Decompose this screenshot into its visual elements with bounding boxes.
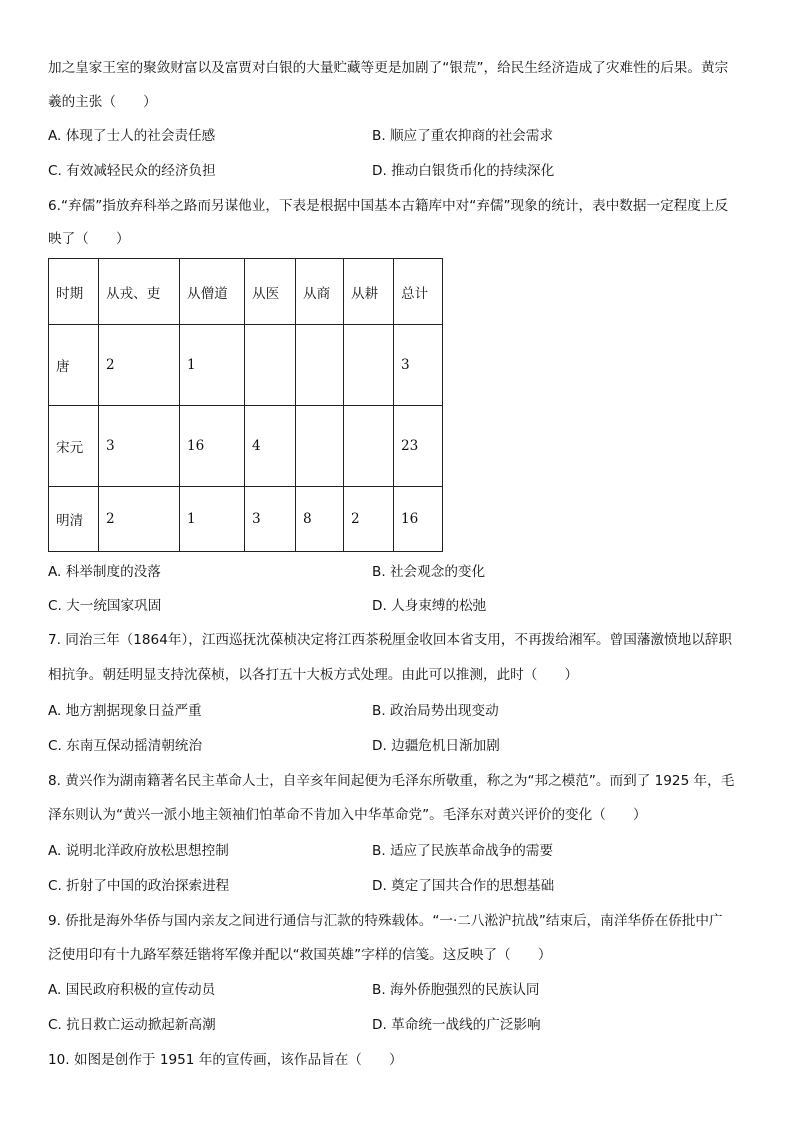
table-cell: 16 (394, 487, 443, 552)
q5-option-b[interactable]: B. 顺应了重农抑商的社会需求 (372, 128, 554, 144)
table-cell: 2 (99, 325, 180, 406)
q9-option-a[interactable]: A. 国民政府积极的宣传动员 (48, 982, 216, 998)
table-header-cell: 时期 (49, 259, 99, 325)
q7-option-d[interactable]: D. 边疆危机日渐加剧 (372, 738, 500, 754)
q5-option-c[interactable]: C. 有效减轻民众的经济负担 (48, 163, 216, 179)
table-cell: 8 (296, 487, 344, 552)
q9-option-b[interactable]: B. 海外侨胞强烈的民族认同 (372, 982, 540, 998)
table-cell: 1 (180, 325, 245, 406)
q9-option-d[interactable]: D. 革命统一战线的广泛影响 (372, 1017, 541, 1033)
table-header-cell: 从医 (245, 259, 296, 325)
table-cell: 3 (394, 325, 443, 406)
table-cell (296, 325, 344, 406)
q8-option-d[interactable]: D. 奠定了国共合作的思想基础 (372, 878, 555, 894)
table-row (49, 487, 443, 552)
q6-option-a[interactable]: A. 科举制度的没落 (48, 564, 161, 580)
q5-option-d[interactable]: D. 推动白银货币化的持续深化 (372, 163, 555, 179)
table-row (49, 325, 443, 406)
table-cell (296, 406, 344, 487)
table-cell (344, 406, 394, 487)
q6-statistics-table (48, 258, 443, 552)
q5-stem-line-1: 加之皇家王室的聚敛财富以及富贾对白银的大量贮藏等更是加剧了“银荒”，给民生经济造成了灾难性的后果。黄宗 (48, 60, 729, 76)
q5-stem-line-2: 羲的主张（ ） (48, 94, 157, 110)
q6-stem-line-1: 6.“弃儒”指放弃科举之路而另谋他业，下表是根据中国基本古籍库中对“弃儒”现象的统计，表中数据一定程度上反 (48, 198, 729, 214)
q6-option-c[interactable]: C. 大一统国家巩固 (48, 598, 162, 614)
table-cell: 23 (394, 406, 443, 487)
q10-stem-line-1: 10. 如图是创作于 1951 年的宣传画，该作品旨在（ ） (48, 1052, 403, 1068)
q5-option-a[interactable]: A. 体现了士人的社会责任感 (48, 128, 216, 144)
q8-option-c[interactable]: C. 折射了中国的政治探索进程 (48, 878, 230, 894)
q7-stem-line-1: 7. 同治三年（1864年），江西巡抚沈葆桢决定将江西茶税厘金收回本省支用，不再拨给湘军。曾国藩激愤地以辞职 (48, 632, 732, 648)
table-header-row (49, 259, 443, 325)
table-cell: 1 (180, 487, 245, 552)
q7-stem-line-2: 相抗争。朝廷明显支持沈葆桢，以各打五十大板方式处理。由此可以推测，此时（ ） (48, 667, 579, 683)
q6-option-b[interactable]: B. 社会观念的变化 (372, 564, 486, 580)
q6-stem-line-2: 映了（ ） (48, 231, 130, 247)
q9-stem-line-1: 9. 侨批是海外华侨与国内亲友之间进行通信与汇款的特殊载体。“一·二八淞沪抗战”结束后，南洋华侨在侨批中广 (48, 913, 723, 929)
q9-stem-line-2: 泛使用印有十九路军蔡廷锴将军像并配以“救国英雄”字样的信笺。这反映了（ ） (48, 947, 552, 963)
table-cell (245, 325, 296, 406)
table-cell: 3 (99, 406, 180, 487)
table-cell (344, 325, 394, 406)
table-header-cell: 从戎、吏 (99, 259, 180, 325)
q6-option-d[interactable]: D. 人身束缚的松弛 (372, 598, 487, 614)
q8-option-b[interactable]: B. 适应了民族革命战争的需要 (372, 843, 554, 859)
table-header-cell: 从僧道 (180, 259, 245, 325)
table-header-cell: 从耕 (344, 259, 394, 325)
table-cell: 4 (245, 406, 296, 487)
q7-option-a[interactable]: A. 地方割据现象日益严重 (48, 703, 202, 719)
table-header-cell: 总计 (394, 259, 443, 325)
q8-option-a[interactable]: A. 说明北洋政府放松思想控制 (48, 843, 229, 859)
q8-stem-line-2: 泽东则认为“黄兴一派小地主领袖们怕革命不肯加入中华革命党”。毛泽东对黄兴评价的变化（ ） (48, 807, 647, 823)
table-cell: 唐 (49, 325, 99, 406)
q7-option-b[interactable]: B. 政治局势出现变动 (372, 703, 499, 719)
table-cell: 2 (344, 487, 394, 552)
table-cell: 2 (99, 487, 180, 552)
q8-stem-line-1: 8. 黄兴作为湖南籍著名民主革命人士，自辛亥年间起便为毛泽东所敬重，称之为“邦之模范”。而到了 1925 年，毛 (48, 773, 735, 789)
q7-option-c[interactable]: C. 东南互保动摇清朝统治 (48, 738, 203, 754)
table-cell: 16 (180, 406, 245, 487)
table-header-cell: 从商 (296, 259, 344, 325)
table-cell: 明清 (49, 487, 99, 552)
table-row (49, 406, 443, 487)
table-cell: 3 (245, 487, 296, 552)
q9-option-c[interactable]: C. 抗日救亡运动掀起新高潮 (48, 1017, 216, 1033)
table-cell: 宋元 (49, 406, 99, 487)
